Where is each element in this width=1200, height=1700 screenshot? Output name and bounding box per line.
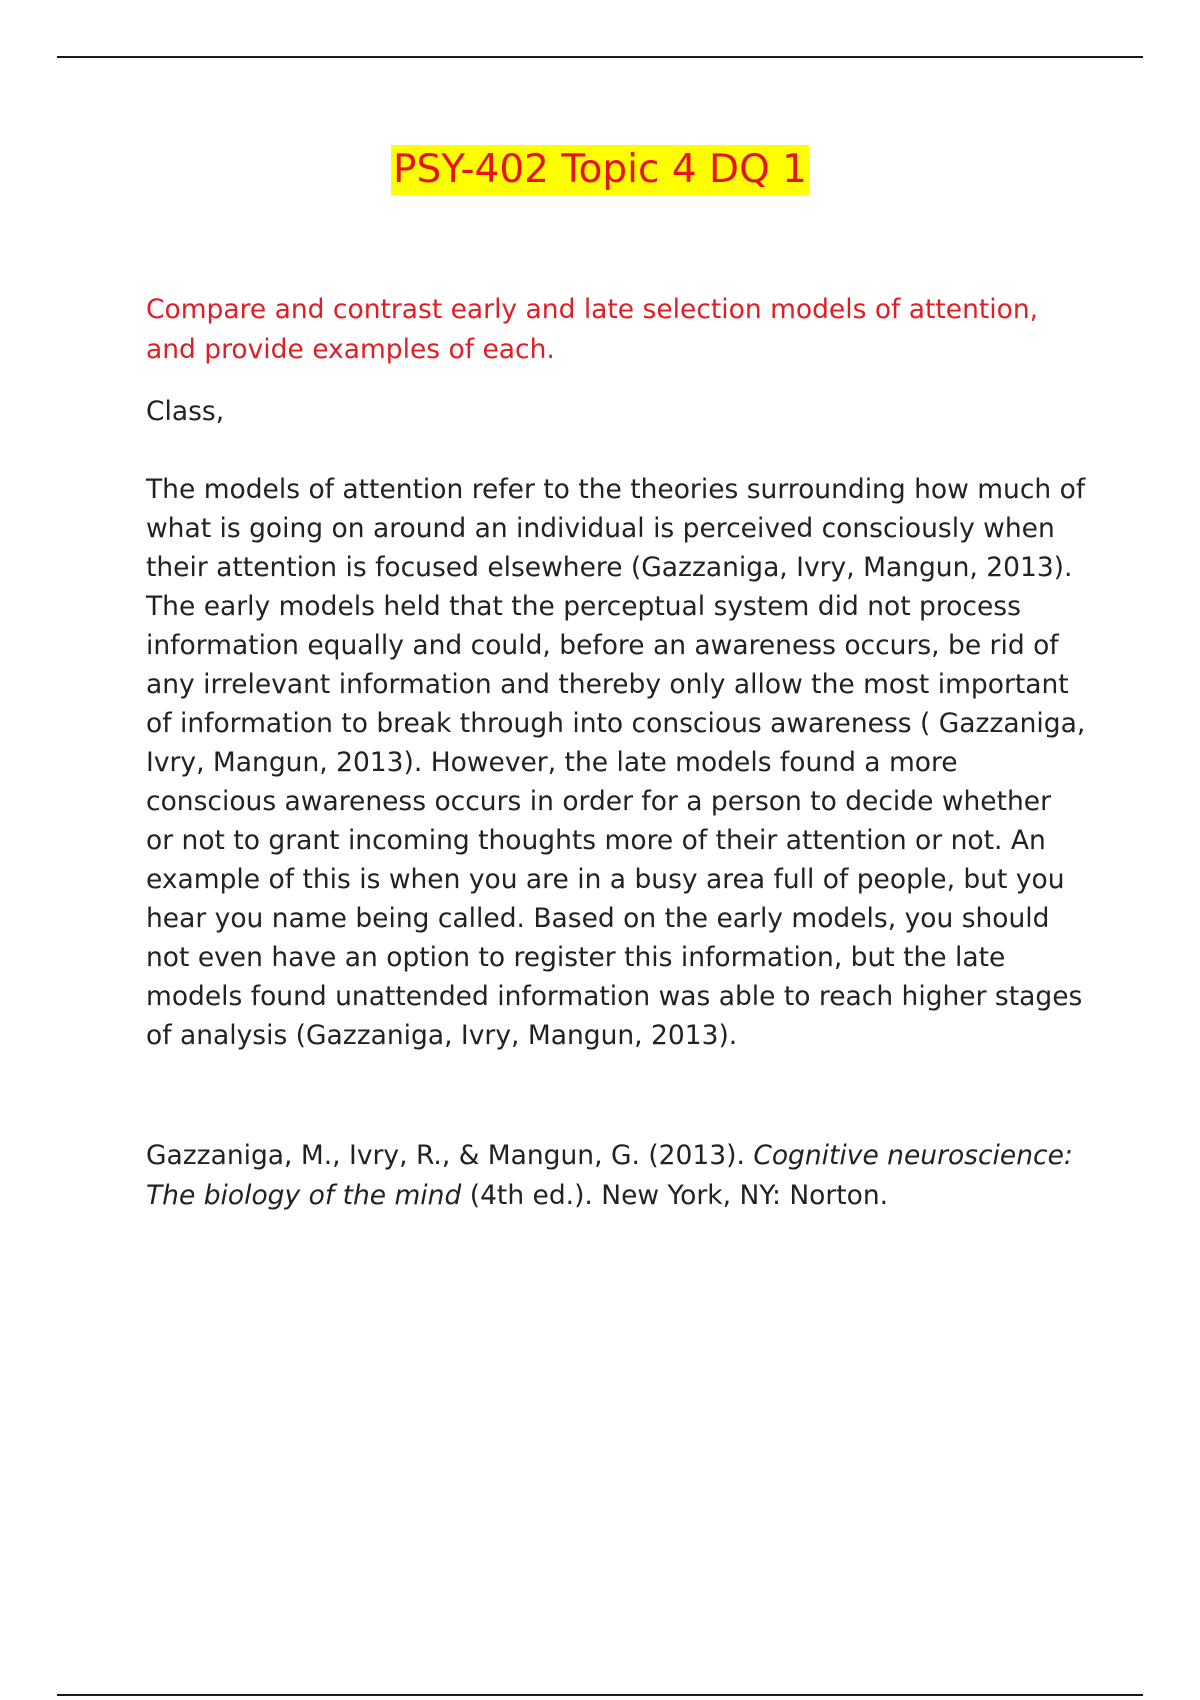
reference-book-title: Cognitive neuroscience: The biology of the mind bbox=[146, 1140, 1073, 1211]
title-container bbox=[0, 145, 1200, 195]
body-paragraph: The models of attention refer to the theories surrounding how much of what is going on around an individual is perceived consciously when their attention is focused elsewhere (Gazzaniga, Ivry, Mangun, 2013). The early models held that the perceptual system did not process information equally and could, before an awareness occurs, be rid of any irrelevant information and thereby only allow the most important of information to break through into conscious awareness ( Gazzaniga, Ivry, Mangun, 2013). However, the late models found a more conscious awareness occurs in order for a person to decide whether or not to grant incoming thoughts more of their attention or not. An example of this is when you are in a busy area full of people, but you hear you name being called. Based on the early models, you should not even have an option to register this information, but the late models found unattended information was able to reach higher stages of analysis (Gazzaniga, Ivry, Mangun, 2013). bbox=[146, 474, 1086, 1051]
top-divider bbox=[57, 56, 1143, 58]
document-content bbox=[146, 290, 1086, 1216]
reference-authors: Gazzaniga, M., Ivry, R., & Mangun, G. (2013). bbox=[146, 1140, 745, 1171]
discussion-prompt: Compare and contrast early and late selection models of attention, and provide examples of each. bbox=[146, 294, 1039, 365]
greeting: Class, bbox=[146, 396, 225, 427]
page-title: PSY-402 Topic 4 DQ 1 bbox=[391, 145, 809, 195]
reference-details: (4th ed.). New York, NY: Norton. bbox=[469, 1180, 889, 1211]
bottom-divider bbox=[57, 1694, 1143, 1696]
reference-entry bbox=[146, 1136, 1086, 1216]
